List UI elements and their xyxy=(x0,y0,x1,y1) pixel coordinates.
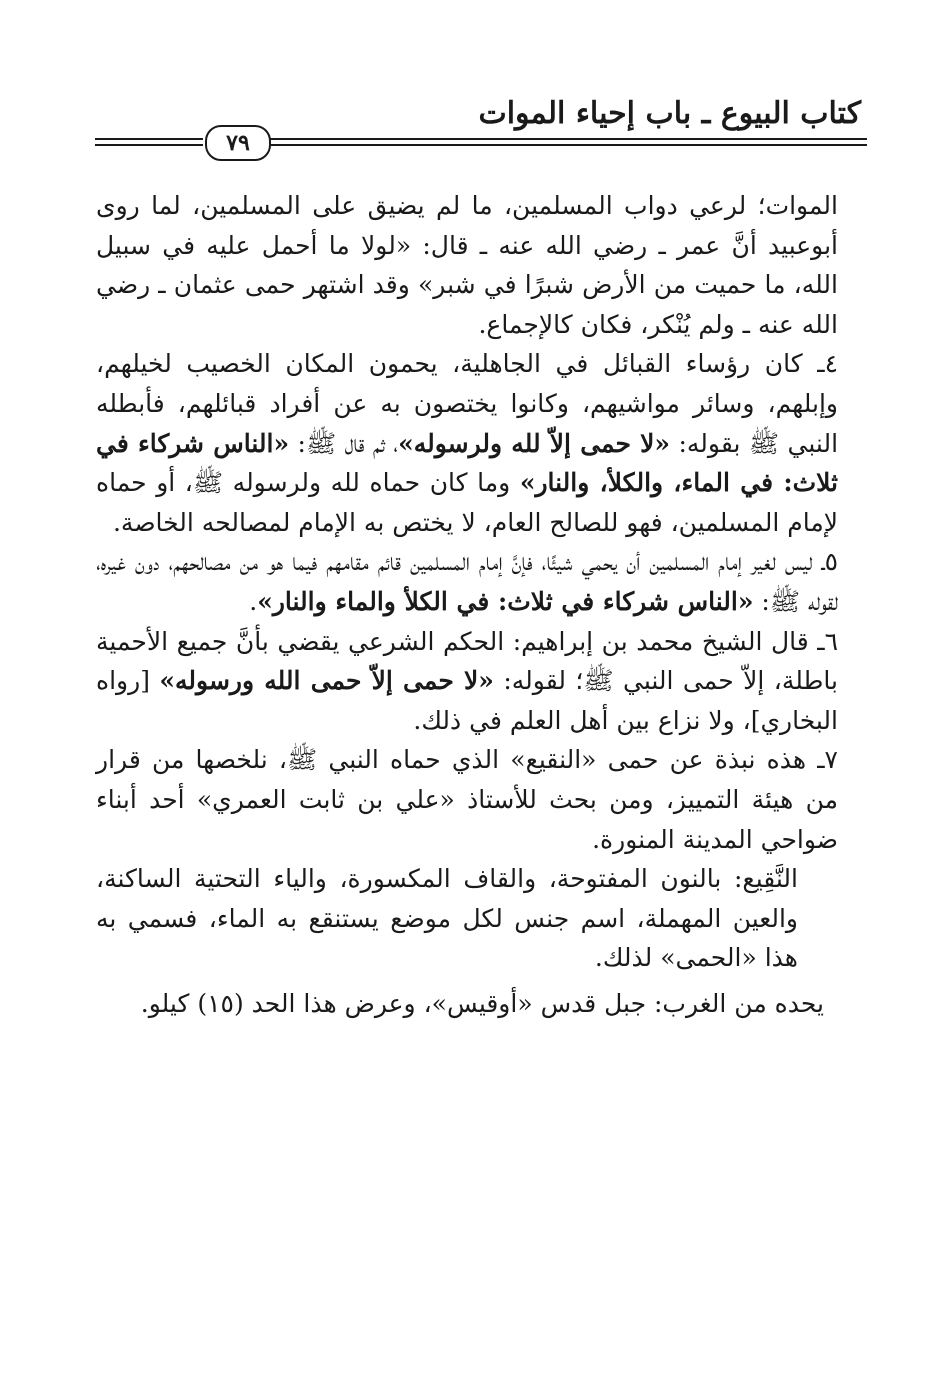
list-item-6 xyxy=(96,622,838,741)
sub-paragraph: النَّقِيع: بالنون المفتوحة، والقاف المكسورة، والياء التحتية الساكنة، والعين المهملة، اسم جنس لكل موضع يستنقع به الماء، فسمي به هذا «الحمى» لذلك. xyxy=(96,864,798,973)
item-text: . xyxy=(249,586,258,616)
list-item-4 xyxy=(96,344,838,542)
item-text: ، ثم قال ﷺ: xyxy=(289,428,399,458)
page-header xyxy=(95,92,867,154)
item-number: ٥ـ xyxy=(821,547,838,577)
header-rule xyxy=(269,144,867,146)
item-text: هذه نبذة عن حمى «النقيع» الذي حماه النبي ﷺ، نلخصها من قرار من هيئة التمييز، ومن بحث للأستاذ «علي بن ثابت العمري» أحد أبناء ضواحي المدينة المنورة. xyxy=(96,745,838,854)
item-number: ٦ـ xyxy=(817,626,838,656)
hadith-quote: «الناس شركاء في ثلاث: في الماء، والكلأ، والنار» xyxy=(96,428,838,498)
item-text: قال الشيخ محمد بن إبراهيم: الحكم الشرعي يقضي بأنَّ جميع الأحمية باطلة، إلاّ حمى النبي ﷺ؛ لقوله: xyxy=(96,626,838,696)
item-text: كان رؤساء القبائل في الجاهلية، يحمون المكان الخصيب لخيلهم، وإبلهم، وسائر مواشيهم، وكانوا يختصون به عن أفراد قبائلهم، فأبطله النبي ﷺ بقوله: xyxy=(96,349,839,458)
header-rule xyxy=(269,138,867,140)
hadith-quote: «لا حمى إلاّ لله ولرسوله» xyxy=(398,428,671,458)
header-rule xyxy=(95,138,203,140)
list-item-5 xyxy=(96,542,838,621)
hadith-quote: «الناس شركاء في ثلاث: في الكلأ والماء والنار» xyxy=(257,586,754,616)
page-body xyxy=(96,186,838,1023)
item-number: ٤ـ xyxy=(817,349,838,379)
item-text: وما كان حماه لله ولرسوله ﷺ، أو حماه لإمام المسلمين، فهو للصالح العام، لا يختص به الإمام لمصالحه الخاصة. xyxy=(96,468,838,537)
page-number: ٧٩ xyxy=(205,125,271,161)
item-text: [رواه البخاري]، ولا نزاع بين أهل العلم في ذلك. xyxy=(96,666,838,735)
header-rule xyxy=(95,144,203,146)
hadith-quote: «لا حمى إلاّ حمى الله ورسوله» xyxy=(159,666,494,696)
paragraph-continuation: الموات؛ لرعي دواب المسلمين، ما لم يضيق على المسلمين، لما روى أبوعبيد أنَّ عمر ـ رضي الله عنه ـ قال: «لولا ما أحمل عليه في سبيل الله، ما حميت من الأرض شبرًا في شبر» وقد اشتهر حمى عثمان ـ رضي الله عنه ـ ولم يُنْكر، فكان كالإجماع. xyxy=(96,191,838,339)
running-title: كتاب البيوع ـ باب إحياء الموات xyxy=(478,96,861,131)
item-number: ٧ـ xyxy=(817,745,838,775)
item-text: ليس لغير إمام المسلمين أن يحمي شيئًا، فإنَّ إمام المسلمين قائم مقامهم فيما هو من مصالحهم، دون غيره، لقوله ﷺ: xyxy=(96,547,838,616)
sub-paragraph: يحده من الغرب: جبل قدس «أوقيس»، وعرض هذا الحد (١٥) كيلو. xyxy=(140,988,824,1018)
list-item-7 xyxy=(96,740,838,859)
